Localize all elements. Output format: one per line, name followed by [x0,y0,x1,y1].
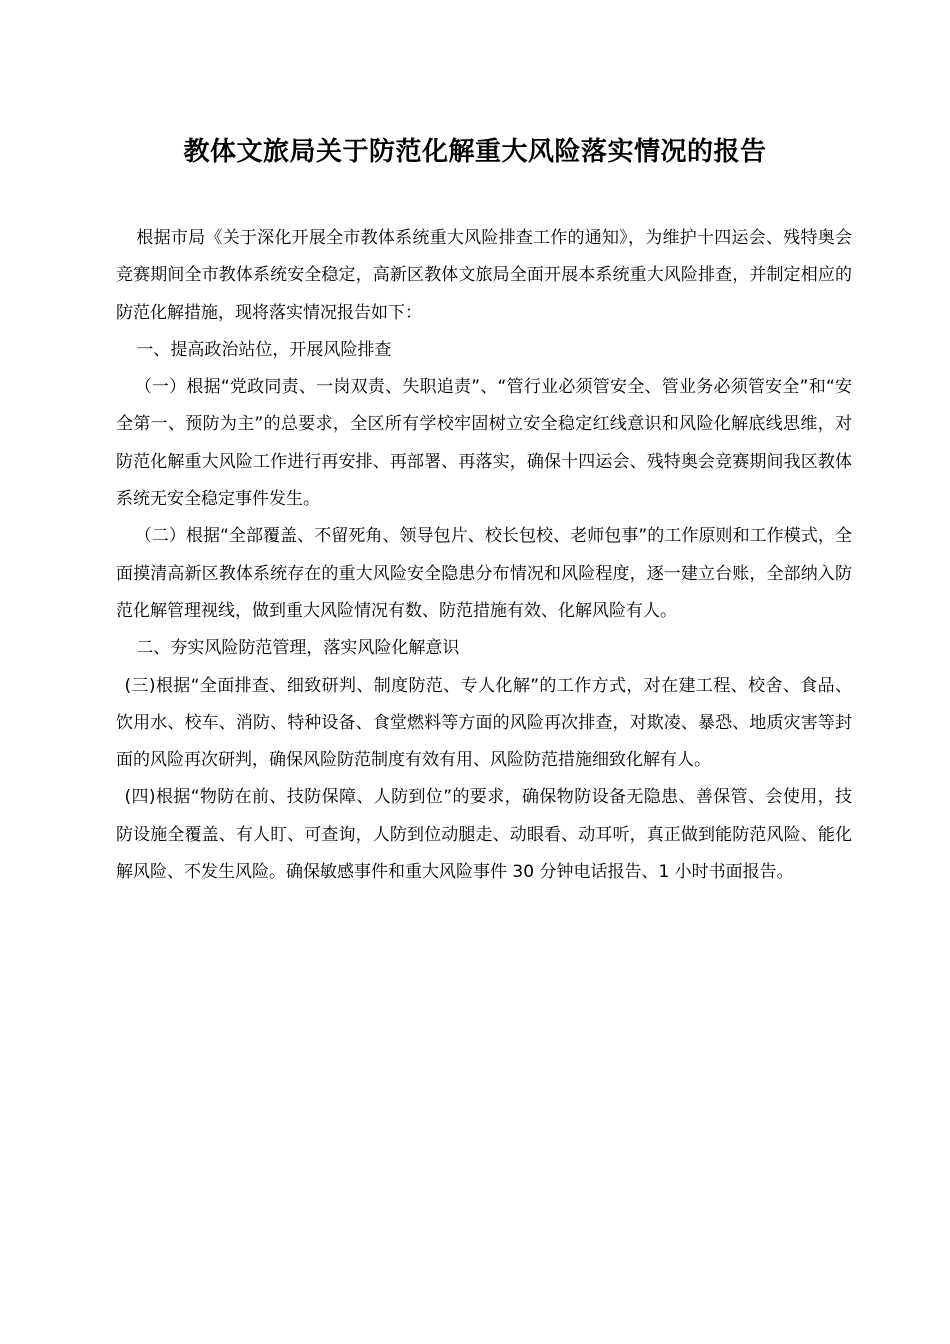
intro-paragraph: 根据市局《关于深化开展全市教体系统重大风险排查工作的通知》，为维护十四运会、残特奥会竞赛期间全市教体系统安全稳定，高新区教体文旅局全面开展本系统重大风险排查，并制定相应的防范化解措施，现将落实情况报告如下： [116,228,852,323]
section-heading-2: 二、夯实风险防范管理，落实风险化解意识 [136,638,460,659]
document-title: 教体文旅局关于防范化解重大风险落实情况的报告 [183,137,767,167]
paragraph-item-2: （二）根据“全部覆盖、不留死角、领导包片、校长包校、老师包事”的工作原则和工作模式，全面摸清高新区教体系统存在的重大风险安全隐患分布情况和风险程度，逐一建立台账，全部纳入防范化解管理视线，做到重大风险情况有数、防范措施有效、化解风险有人。 [116,526,852,621]
section-heading-1: 一、提高政治站位，开展风险排查 [136,339,392,360]
document-body [116,220,852,891]
paragraph-item-4: (四)根据“物防在前、技防保障、人防到位”的要求，确保物防设备无隐患、善保管、会使用，技防设施全覆盖、有人盯、可查询，人防到位动腿走、动眼看、动耳听，真正做到能防范风险、能化解风险、不发生风险。确保敏感事件和重大风险事件 30 分钟电话报告、1 小时书面报告。 [116,787,852,883]
paragraph-item-1: （一）根据“党政同责、一岗双责、失职追责”、“管行业必须管安全、管业务必须管安全”和“安全第一、预防为主”的总要求，全区所有学校牢固树立安全稳定红线意识和风险化解底线思维，对防范化解重大风险工作进行再安排、再部署、再落实，确保十四运会、残特奥会竞赛期间我区教体系统无安全稳定事件发生。 [116,377,852,510]
paragraph-item-3: (三)根据“全面排查、细致研判、制度防范、专人化解”的工作方式，对在建工程、校舍、食品、饮用水、校车、消防、特种设备、食堂燃料等方面的风险再次排查，对欺凌、暴恐、地质灾害等封面的风险再次研判，确保风险防范制度有效有用、风险防范措施细致化解有人。 [116,675,852,771]
